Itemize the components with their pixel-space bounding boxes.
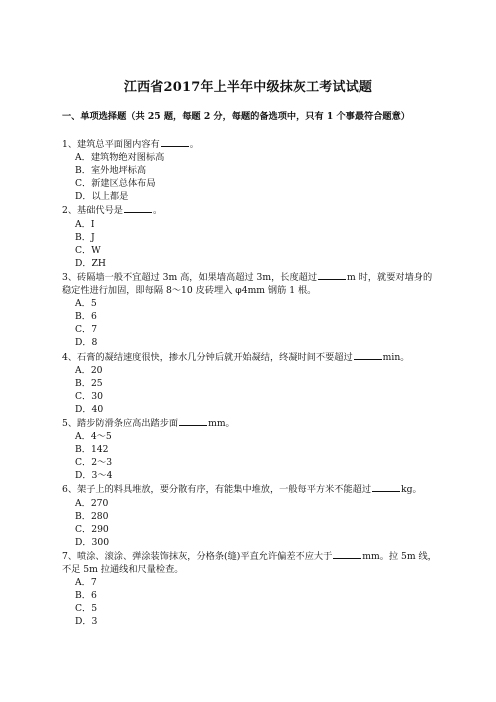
- answer-option: C．30: [75, 390, 103, 402]
- answer-option: B．280: [75, 510, 109, 522]
- answer-option: C．290: [75, 523, 109, 535]
- answer-option: A．20: [75, 364, 103, 376]
- answer-blank: [333, 549, 361, 559]
- question-text-after-blank: m 时，就要对墙身的稳定性进行加固，即每隔 8～10 皮砖埋入 φ4mm 钢筋 1 根。: [62, 271, 433, 297]
- answer-blank: [318, 270, 346, 280]
- document-title: 江西省2017年上半年中级抹灰工考试试题: [123, 80, 373, 95]
- question-text-after-blank: min。: [382, 351, 410, 363]
- question-stem: [62, 270, 440, 297]
- answer-blank: [124, 203, 152, 213]
- answer-option: A．5: [75, 298, 97, 310]
- question-text-before-blank: 4、石膏的凝结速度很快，掺水几分钟后就开始凝结，终凝时间不要超过: [62, 351, 353, 363]
- answer-blank: [179, 416, 207, 426]
- answer-option: D．3～4: [75, 470, 113, 482]
- question-stem: [62, 482, 440, 496]
- question-text-after-blank: 。: [152, 205, 163, 217]
- question-text-before-blank: 2、基础代号是: [62, 205, 123, 217]
- answer-option: C．新建区总体布局: [75, 178, 156, 190]
- answer-option: A．4～5: [75, 431, 112, 443]
- answer-blank: [354, 350, 382, 360]
- question-text-before-blank: 1、建筑总平面图内容有: [62, 139, 160, 150]
- answer-option: B．室外地坪标高: [75, 165, 147, 177]
- question-list: [62, 137, 440, 628]
- question-stem: [62, 137, 440, 151]
- question-text-before-blank: 7、喷涂、滚涂、弹涂装饰抹灰，分格条(缝)平直允许偏差不应大于: [62, 550, 333, 562]
- answer-option: C．5: [75, 603, 98, 615]
- question-stem: [62, 203, 440, 217]
- answer-option: B．142: [75, 444, 109, 456]
- question-stem: [62, 549, 440, 576]
- question-text-before-blank: 6、架子上的料具堆放，要分散有序，有能集中堆放，一般每平方米不能超过: [62, 484, 372, 496]
- answer-option: C．7: [75, 324, 98, 336]
- answer-option: D．ZH: [75, 257, 106, 269]
- answer-option: A．I: [75, 218, 95, 230]
- answer-option: A．270: [75, 497, 109, 509]
- answer-option: D．8: [75, 337, 98, 349]
- answer-option: D．3: [75, 616, 98, 628]
- answer-option: B．25: [75, 377, 103, 389]
- answer-option: A．7: [75, 577, 97, 589]
- answer-option: C．2～3: [75, 457, 113, 469]
- answer-option: B．6: [75, 311, 97, 323]
- answer-option: D．40: [75, 403, 104, 415]
- answer-blank: [372, 482, 400, 492]
- question-stem: [62, 350, 440, 364]
- question-text-after-blank: 。: [189, 139, 199, 150]
- question-text-after-blank: mm。: [208, 417, 235, 429]
- question-text-after-blank: mm。拉 5m 线，不足 5m 拉通线和尺量检查。: [62, 550, 437, 575]
- answer-option: B．6: [75, 590, 97, 602]
- answer-option: D．300: [75, 536, 110, 548]
- question-text-before-blank: 5、踏步防滑条应高出踏步面: [62, 417, 179, 429]
- section-heading: 一、单项选择题（共 25 题，每题 2 分，每题的备选项中，只有 1 个事最符合题意）: [62, 111, 410, 122]
- answer-blank: [161, 137, 189, 147]
- question-text-before-blank: 3、砖隔墙一般不宜超过 3m 高，如果墙高超过 3m，长度超过: [62, 271, 318, 283]
- question-text-after-blank: kg。: [401, 484, 422, 496]
- answer-option: C．W: [75, 244, 101, 256]
- question-stem: [62, 416, 440, 430]
- answer-option: A．建筑物绝对图标高: [75, 152, 165, 164]
- answer-option: D．以上都是: [75, 191, 129, 203]
- answer-option: B．J: [75, 231, 95, 243]
